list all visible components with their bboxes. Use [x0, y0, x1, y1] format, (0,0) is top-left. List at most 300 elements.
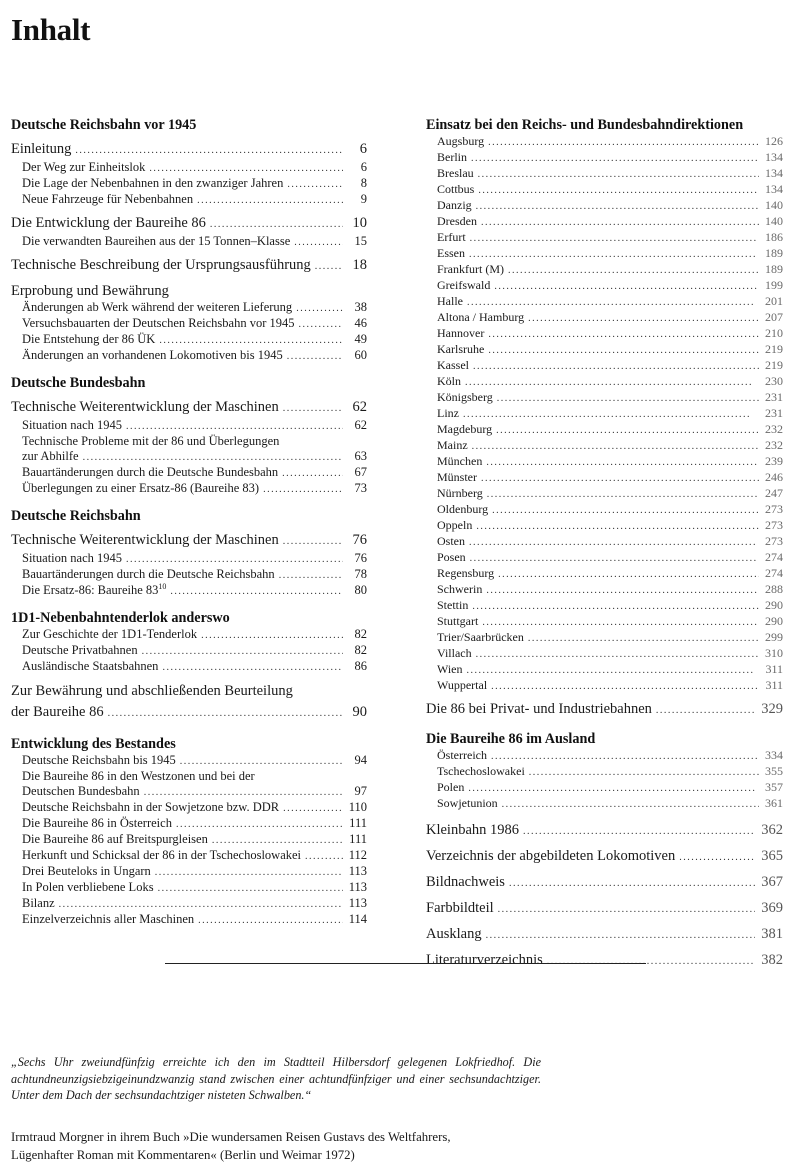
- entry-page: 231: [765, 390, 783, 404]
- toc-entry[interactable]: [426, 582, 783, 598]
- toc-entry[interactable]: [426, 534, 783, 550]
- dot-leader: [469, 535, 759, 550]
- entry-label: Herkunft und Schicksal der 86 in der Tschechoslowakei: [22, 848, 302, 862]
- dot-leader: [498, 567, 759, 582]
- toc-entry[interactable]: [426, 422, 783, 438]
- dot-leader: [176, 817, 343, 832]
- toc-entry[interactable]: [426, 486, 783, 502]
- toc-entry[interactable]: [11, 418, 367, 434]
- entry-page: 62: [354, 418, 367, 432]
- entry-page: 90: [352, 704, 367, 720]
- entry-page: 231: [765, 406, 783, 420]
- toc-entry[interactable]: [426, 870, 783, 896]
- toc-entry[interactable]: [11, 643, 367, 659]
- dot-leader: [155, 865, 343, 880]
- entry-label: Ausländische Staatsbahnen: [22, 659, 159, 673]
- entry-page: 78: [354, 567, 367, 581]
- toc-entry[interactable]: [11, 896, 367, 912]
- epigraph-attribution: [11, 1129, 551, 1164]
- entry-page: 199: [765, 278, 783, 292]
- toc-entry[interactable]: [11, 192, 367, 208]
- dot-leader: [463, 407, 759, 422]
- entry-label: Berlin: [437, 150, 467, 164]
- section-heading: Deutsche Reichsbahn vor 1945: [11, 117, 197, 133]
- entry-label: In Polen verbliebene Loks: [22, 880, 154, 894]
- toc-entry[interactable]: [426, 230, 783, 246]
- toc-entry[interactable]: [426, 550, 783, 566]
- entry-page: 382: [761, 952, 783, 968]
- toc-entry[interactable]: [426, 646, 783, 662]
- dot-leader: [470, 551, 759, 566]
- entry-page: 134: [765, 166, 783, 180]
- entry-label: Österreich: [437, 748, 487, 762]
- dot-leader: [210, 216, 343, 234]
- dot-leader: [287, 349, 343, 364]
- dot-leader: [159, 333, 343, 348]
- entry-label: Sowjetunion: [437, 796, 498, 810]
- toc-entry[interactable]: [11, 348, 367, 364]
- attribution-line: Lügenhafter Roman mit Kommentaren« (Berlin und Weimar 1972): [11, 1147, 355, 1162]
- dot-leader: [679, 846, 755, 870]
- dot-leader: [469, 247, 759, 262]
- dot-leader: [492, 503, 759, 518]
- dot-leader: [488, 327, 759, 342]
- entry-label: Greifswald: [437, 278, 491, 292]
- entry-label: Erfurt: [437, 230, 466, 244]
- entry-label: Zur Geschichte der 1D1-Tenderlok: [22, 627, 198, 641]
- entry-label: der Baureihe 86: [11, 704, 104, 720]
- entry-label: [22, 583, 170, 598]
- dot-leader: [465, 375, 759, 390]
- entry-label: Die Baureihe 86 in Österreich: [22, 816, 172, 830]
- toc-entry[interactable]: [426, 780, 783, 796]
- entry-label: Einleitung: [11, 141, 72, 157]
- dot-leader: [59, 897, 343, 912]
- entry-page: 288: [765, 582, 783, 596]
- dot-leader: [496, 423, 759, 438]
- dot-leader: [158, 881, 343, 896]
- entry-label: Versuchsbauarten der Deutschen Reichsbahn vor 1945: [22, 316, 295, 330]
- entry-page: 111: [349, 816, 367, 830]
- horizontal-divider: [165, 963, 646, 964]
- toc-entry[interactable]: [11, 256, 367, 276]
- entry-label: Mainz: [437, 438, 468, 452]
- entry-page: 367: [761, 874, 783, 890]
- entry-label: Danzig: [437, 198, 472, 212]
- entry-label-line1: Technische Probleme mit der 86 und Überlegungen: [22, 434, 280, 448]
- toc-entry[interactable]: [11, 701, 367, 725]
- dot-leader: [305, 849, 343, 864]
- dot-leader: [467, 295, 759, 310]
- dot-leader: [283, 400, 343, 418]
- dot-leader: [212, 833, 343, 848]
- entry-label: Überlegungen zu einer Ersatz-86 (Baureihe 83): [22, 481, 260, 495]
- entry-label: Königsberg: [437, 390, 493, 404]
- dot-leader: [656, 702, 755, 720]
- dot-leader: [468, 781, 759, 796]
- toc-entry[interactable]: [426, 358, 783, 374]
- toc-entry[interactable]: [11, 912, 367, 928]
- entry-label: Der Weg zur Einheitslok: [22, 160, 146, 174]
- entry-label: Augsburg: [437, 134, 485, 148]
- dot-leader: [144, 785, 343, 800]
- toc-entry[interactable]: [426, 764, 783, 780]
- entry-label-text: Die Ersatz-86: Baureihe 83: [22, 583, 159, 597]
- toc-entry[interactable]: [426, 948, 783, 974]
- entry-page: 189: [765, 262, 783, 276]
- entry-page: 62: [352, 399, 367, 415]
- entry-label: Magdeburg: [437, 422, 493, 436]
- entry-page: 10: [352, 215, 367, 231]
- section-heading: 1D1-Nebenbahntenderlok anderswo: [11, 610, 230, 626]
- entry-label: Änderungen an vorhandenen Lokomotiven bis 1945: [22, 348, 283, 362]
- entry-label-line1: Zur Bewährung und abschließenden Beurteilung: [11, 683, 293, 699]
- dot-leader: [502, 797, 759, 812]
- toc-entry[interactable]: [426, 182, 783, 198]
- toc-entry[interactable]: [426, 214, 783, 230]
- toc-entry[interactable]: [11, 481, 367, 497]
- entry-page: 94: [354, 753, 367, 767]
- entry-page: 134: [765, 182, 783, 196]
- dot-leader: [126, 552, 343, 567]
- toc-entry[interactable]: [426, 198, 783, 214]
- toc-entry[interactable]: [11, 832, 367, 848]
- toc-entry[interactable]: [11, 784, 367, 800]
- toc-entry[interactable]: [11, 583, 367, 599]
- entry-label: Breslau: [437, 166, 474, 180]
- entry-page: 219: [765, 358, 783, 372]
- dot-leader: [75, 142, 343, 160]
- page-title: Inhalt: [11, 12, 91, 47]
- entry-page: 290: [765, 598, 783, 612]
- section-heading: Deutsche Reichsbahn: [11, 508, 141, 524]
- entry-label: Osten: [437, 534, 465, 548]
- entry-page: 239: [765, 454, 783, 468]
- toc-entry[interactable]: [11, 282, 367, 300]
- toc-entry[interactable]: [11, 316, 367, 332]
- entry-label: Posen: [437, 550, 466, 564]
- entry-page: 219: [765, 342, 783, 356]
- entry-page: 299: [765, 630, 783, 644]
- toc-entry[interactable]: [426, 922, 783, 948]
- entry-page: 273: [765, 518, 783, 532]
- section-heading: Deutsche Bundesbahn: [11, 375, 146, 391]
- entry-page: 365: [761, 848, 783, 864]
- dot-leader: [478, 183, 759, 198]
- entry-label: Bildnachweis: [426, 874, 505, 890]
- toc-entry[interactable]: [426, 630, 783, 646]
- toc-entry[interactable]: [426, 796, 783, 812]
- dot-leader: [299, 317, 344, 332]
- dot-leader: [491, 679, 759, 694]
- dot-leader: [142, 644, 343, 659]
- toc-entry[interactable]: [426, 150, 783, 166]
- dot-leader: [201, 628, 343, 643]
- entry-label: München: [437, 454, 483, 468]
- dot-leader: [471, 151, 759, 166]
- dot-leader: [170, 584, 343, 599]
- toc-entry[interactable]: [11, 848, 367, 864]
- entry-label: Hannover: [437, 326, 485, 340]
- entry-page: 113: [348, 880, 367, 894]
- toc-entry[interactable]: [426, 166, 783, 182]
- entry-page: 97: [354, 784, 367, 798]
- toc-entry[interactable]: [426, 598, 783, 614]
- entry-label: Oldenburg: [437, 502, 489, 516]
- toc-entry[interactable]: [11, 816, 367, 832]
- attribution-line: Irmtraud Morgner in ihrem Buch »Die wundersamen Reisen Gustavs des Weltfahrers,: [11, 1130, 451, 1144]
- entry-label: Cottbus: [437, 182, 475, 196]
- section-heading: Die Baureihe 86 im Ausland: [426, 731, 596, 747]
- toc-right-column: [426, 116, 783, 974]
- entry-label: Literaturverzeichnis: [426, 952, 543, 968]
- entry-page: 49: [354, 332, 367, 346]
- entry-label: Deutsche Reichsbahn bis 1945: [22, 753, 176, 767]
- entry-page: 362: [761, 822, 783, 838]
- dot-leader: [283, 801, 343, 816]
- toc-entry[interactable]: [11, 176, 367, 192]
- entry-page: 113: [348, 896, 367, 910]
- dot-leader: [263, 482, 343, 497]
- toc-entry[interactable]: [11, 449, 367, 465]
- entry-page: 110: [348, 800, 367, 814]
- toc-entry[interactable]: [11, 551, 367, 567]
- toc-entry[interactable]: [426, 748, 783, 764]
- entry-page: 113: [348, 864, 367, 878]
- dot-leader: [294, 235, 343, 250]
- dot-leader: [180, 754, 343, 769]
- toc-entry[interactable]: [426, 470, 783, 486]
- toc-entry[interactable]: [11, 332, 367, 348]
- entry-label: Stuttgart: [437, 614, 479, 628]
- entry-label: Technische Weiterentwicklung der Maschinen: [11, 532, 279, 548]
- dot-leader: [279, 568, 343, 583]
- entry-page: 290: [765, 614, 783, 628]
- dot-leader: [296, 301, 343, 316]
- toc-entry[interactable]: [426, 454, 783, 470]
- toc-entry[interactable]: [426, 678, 783, 694]
- entry-page: 357: [765, 780, 783, 794]
- entry-page: 232: [765, 422, 783, 436]
- toc-entry[interactable]: [426, 262, 783, 278]
- dot-leader: [487, 487, 759, 502]
- entry-label: Technische Beschreibung der Ursprungsausführung: [11, 257, 311, 273]
- entry-page: 207: [765, 310, 783, 324]
- entry-label: Altona / Hamburg: [437, 310, 525, 324]
- entry-page: 46: [354, 316, 367, 330]
- entry-label: Köln: [437, 374, 461, 388]
- entry-label: Oppeln: [437, 518, 473, 532]
- toc-entry[interactable]: [11, 465, 367, 481]
- dot-leader: [498, 898, 756, 922]
- toc-entry[interactable]: [11, 567, 367, 583]
- entry-label: Essen: [437, 246, 465, 260]
- entry-page: 355: [765, 764, 783, 778]
- dot-leader: [282, 466, 343, 481]
- entry-page: 274: [765, 550, 783, 564]
- dot-leader: [467, 663, 759, 678]
- toc-entry[interactable]: [426, 844, 783, 870]
- entry-label: Die Baureihe 86 auf Breitspurgleisen: [22, 832, 208, 846]
- toc-entry[interactable]: [11, 800, 367, 816]
- entry-label: Karlsruhe: [437, 342, 485, 356]
- entry-label-line1: Die Baureihe 86 in den Westzonen und bei der: [22, 769, 255, 783]
- entry-page: 86: [354, 659, 367, 673]
- entry-page: 38: [354, 300, 367, 314]
- entry-label: Die Lage der Nebenbahnen in den zwanziger Jahren: [22, 176, 284, 190]
- entry-page: 310: [765, 646, 783, 660]
- entry-label: Situation nach 1945: [22, 418, 122, 432]
- entry-label: Dresden: [437, 214, 477, 228]
- entry-page: 82: [354, 627, 367, 641]
- dot-leader: [478, 167, 759, 182]
- dot-leader: [509, 872, 755, 896]
- toc-entry[interactable]: [426, 700, 783, 720]
- dot-leader: [482, 615, 759, 630]
- entry-page: 201: [765, 294, 783, 308]
- toc-entry[interactable]: [11, 140, 367, 160]
- entry-page: 140: [765, 198, 783, 212]
- entry-page: 6: [359, 141, 367, 157]
- entry-page: 60: [354, 348, 367, 362]
- entry-page: 73: [354, 481, 367, 495]
- toc-left-column: [11, 116, 367, 928]
- entry-label: Kleinbahn 1986: [426, 822, 520, 838]
- toc-entry[interactable]: [426, 134, 783, 150]
- dot-leader: [108, 703, 343, 725]
- dot-leader: [491, 749, 759, 764]
- entry-page: 311: [765, 662, 783, 676]
- section-heading: Entwicklung des Bestandes: [11, 736, 176, 752]
- dot-leader: [494, 279, 759, 294]
- dot-leader: [486, 924, 756, 948]
- toc-entry[interactable]: [426, 896, 783, 922]
- entry-label: Bauartänderungen durch die Deutsche Reichsbahn: [22, 567, 275, 581]
- toc-entry[interactable]: [11, 627, 367, 643]
- entry-label: Bauartänderungen durch die Deutsche Bundesbahn: [22, 465, 279, 479]
- entry-page: 18: [352, 257, 367, 273]
- toc-entry[interactable]: [426, 438, 783, 454]
- entry-page: 273: [765, 534, 783, 548]
- entry-page: 114: [348, 912, 367, 926]
- toc-entry[interactable]: [426, 502, 783, 518]
- toc-entry[interactable]: [426, 662, 783, 678]
- dot-leader: [473, 359, 759, 374]
- toc-entry[interactable]: [11, 753, 367, 769]
- toc-entry[interactable]: [426, 818, 783, 844]
- entry-label: Münster: [437, 470, 477, 484]
- toc-entry[interactable]: [11, 531, 367, 551]
- entry-page: 329: [761, 701, 783, 717]
- section-heading: Einsatz bei den Reichs- und Bundesbahndirektionen: [426, 117, 744, 133]
- dot-leader: [528, 631, 759, 646]
- entry-label: Drei Beuteloks in Ungarn: [22, 864, 151, 878]
- dot-leader: [476, 647, 759, 662]
- entry-label: Regensburg: [437, 566, 495, 580]
- entry-page: 126: [765, 134, 783, 148]
- entry-label: Deutsche Privatbahnen: [22, 643, 138, 657]
- entry-page: 381: [761, 926, 783, 942]
- entry-page: 9: [360, 192, 367, 206]
- entry-label: Wien: [437, 662, 463, 676]
- toc-entry[interactable]: [426, 566, 783, 582]
- toc-entry[interactable]: [11, 659, 367, 675]
- entry-label: Wuppertal: [437, 678, 488, 692]
- entry-label: Halle: [437, 294, 463, 308]
- toc-entry[interactable]: [11, 880, 367, 896]
- entry-label: Bilanz: [22, 896, 55, 910]
- toc-entry[interactable]: [426, 246, 783, 262]
- entry-label: Änderungen ab Werk während der weiteren Lieferung: [22, 300, 293, 314]
- footnote-superscript: 10: [158, 581, 167, 591]
- toc-entry[interactable]: [426, 518, 783, 534]
- toc-entry[interactable]: [426, 326, 783, 342]
- entry-page: 247: [765, 486, 783, 500]
- dot-leader: [198, 913, 343, 928]
- dot-leader: [197, 193, 343, 208]
- dot-leader: [529, 765, 759, 780]
- entry-page: 311: [765, 678, 783, 692]
- entry-label: Verzeichnis der abgebildeten Lokomotiven: [426, 848, 676, 864]
- toc-entry[interactable]: [426, 342, 783, 358]
- toc-entry[interactable]: [426, 614, 783, 630]
- toc-entry[interactable]: [426, 390, 783, 406]
- entry-label: Tschechoslowakei: [437, 764, 525, 778]
- dot-leader: [283, 533, 343, 551]
- entry-page: 8: [360, 176, 367, 190]
- epigraph-quote: „Sechs Uhr zweiundfünfzig erreichte ich den im Stadtteil Hilbersdorf gelegenen Lokfriedhof. Die achtundneunzigsiebzigeinundzwanzig stand zwischen einer achtundfünfziger und einer sechsundachtziger. Unter dem Dach der sechsundachtziger nisteten Schwalben.“: [11, 1055, 541, 1102]
- dot-leader: [149, 161, 343, 176]
- toc-entry[interactable]: [426, 278, 783, 294]
- entry-label: Villach: [437, 646, 472, 660]
- entry-label: Einzelverzeichnis aller Maschinen: [22, 912, 195, 926]
- entry-label: Trier/Saarbrücken: [437, 630, 524, 644]
- entry-label: Deutsche Reichsbahn in der Sowjetzone bzw. DDR: [22, 800, 280, 814]
- dot-leader: [481, 215, 759, 230]
- toc-entry[interactable]: [11, 234, 367, 250]
- entry-page: 111: [349, 832, 367, 846]
- entry-label: Technische Weiterentwicklung der Maschinen: [11, 399, 279, 415]
- entry-page: 82: [354, 643, 367, 657]
- toc-entry[interactable]: [11, 864, 367, 880]
- entry-page: 134: [765, 150, 783, 164]
- entry-label: Die 86 bei Privat- und Industriebahnen: [426, 701, 652, 717]
- toc-entry[interactable]: [426, 310, 783, 326]
- entry-label: Linz: [437, 406, 459, 420]
- entry-label: Situation nach 1945: [22, 551, 122, 565]
- toc-entry[interactable]: [11, 300, 367, 316]
- entry-page: 189: [765, 246, 783, 260]
- entry-label: Ausklang: [426, 926, 482, 942]
- toc-entry[interactable]: [11, 398, 367, 418]
- entry-page: 186: [765, 230, 783, 244]
- toc-entry[interactable]: [426, 374, 783, 390]
- entry-page: 76: [352, 532, 367, 548]
- dot-leader: [476, 519, 759, 534]
- toc-entry[interactable]: [11, 160, 367, 176]
- toc-entry[interactable]: [11, 214, 367, 234]
- dot-leader: [486, 583, 759, 598]
- entry-page: 334: [765, 748, 783, 762]
- entry-label: Schwerin: [437, 582, 483, 596]
- entry-page: 112: [348, 848, 367, 862]
- entry-label: zur Abhilfe: [22, 449, 79, 463]
- entry-label: Kassel: [437, 358, 469, 372]
- toc-entry[interactable]: [426, 406, 783, 422]
- dot-leader: [547, 950, 756, 974]
- toc-entry[interactable]: [426, 294, 783, 310]
- dot-leader: [472, 599, 759, 614]
